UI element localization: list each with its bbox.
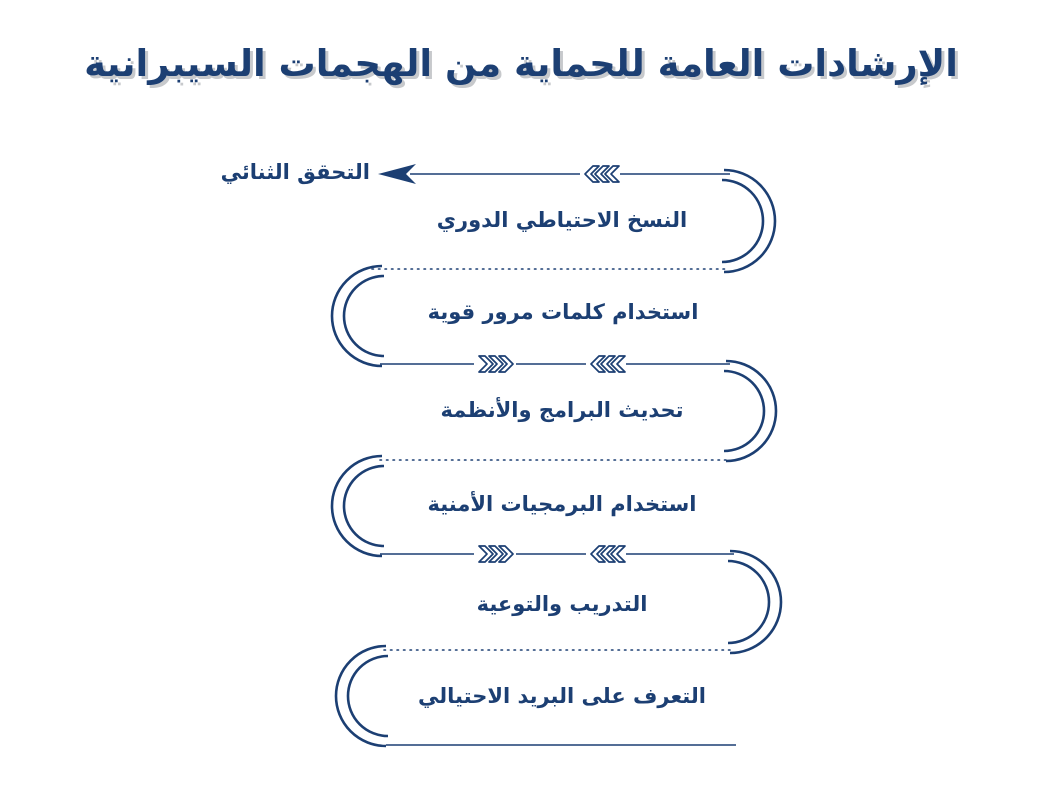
step-label-training: التدريب والتوعية [476, 592, 648, 616]
left-turn-2 [332, 456, 384, 556]
step-label-phishing: التعرف على البريد الاحتيالي [418, 684, 706, 708]
double-chevron-icon [591, 356, 625, 372]
step-label-backup: النسخ الاحتياطي الدوري [436, 208, 688, 232]
step-label-updates: تحديث البرامج والأنظمة [440, 398, 684, 422]
step-label-two-factor: التحقق الثنائي [220, 160, 370, 184]
double-chevron-icon [591, 546, 625, 562]
right-turn-3 [728, 551, 781, 653]
step-label-security-software: استخدام البرمجيات الأمنية [427, 492, 697, 516]
double-chevron-icon [479, 546, 513, 562]
left-turn-1 [332, 266, 384, 366]
step-label-strong-passwords: استخدام كلمات مرور قوية [427, 300, 699, 324]
right-turn-1 [722, 170, 775, 272]
page-title: الإرشادات العامة للحماية من الهجمات السيبرانية [84, 42, 958, 85]
right-turn-2 [724, 361, 776, 461]
top-connector [378, 164, 730, 184]
left-turn-3 [336, 646, 388, 746]
middle-connector-2 [380, 546, 734, 562]
double-chevron-icon [479, 356, 513, 372]
double-chevron-icon [585, 166, 619, 182]
middle-connector-1 [380, 356, 730, 372]
